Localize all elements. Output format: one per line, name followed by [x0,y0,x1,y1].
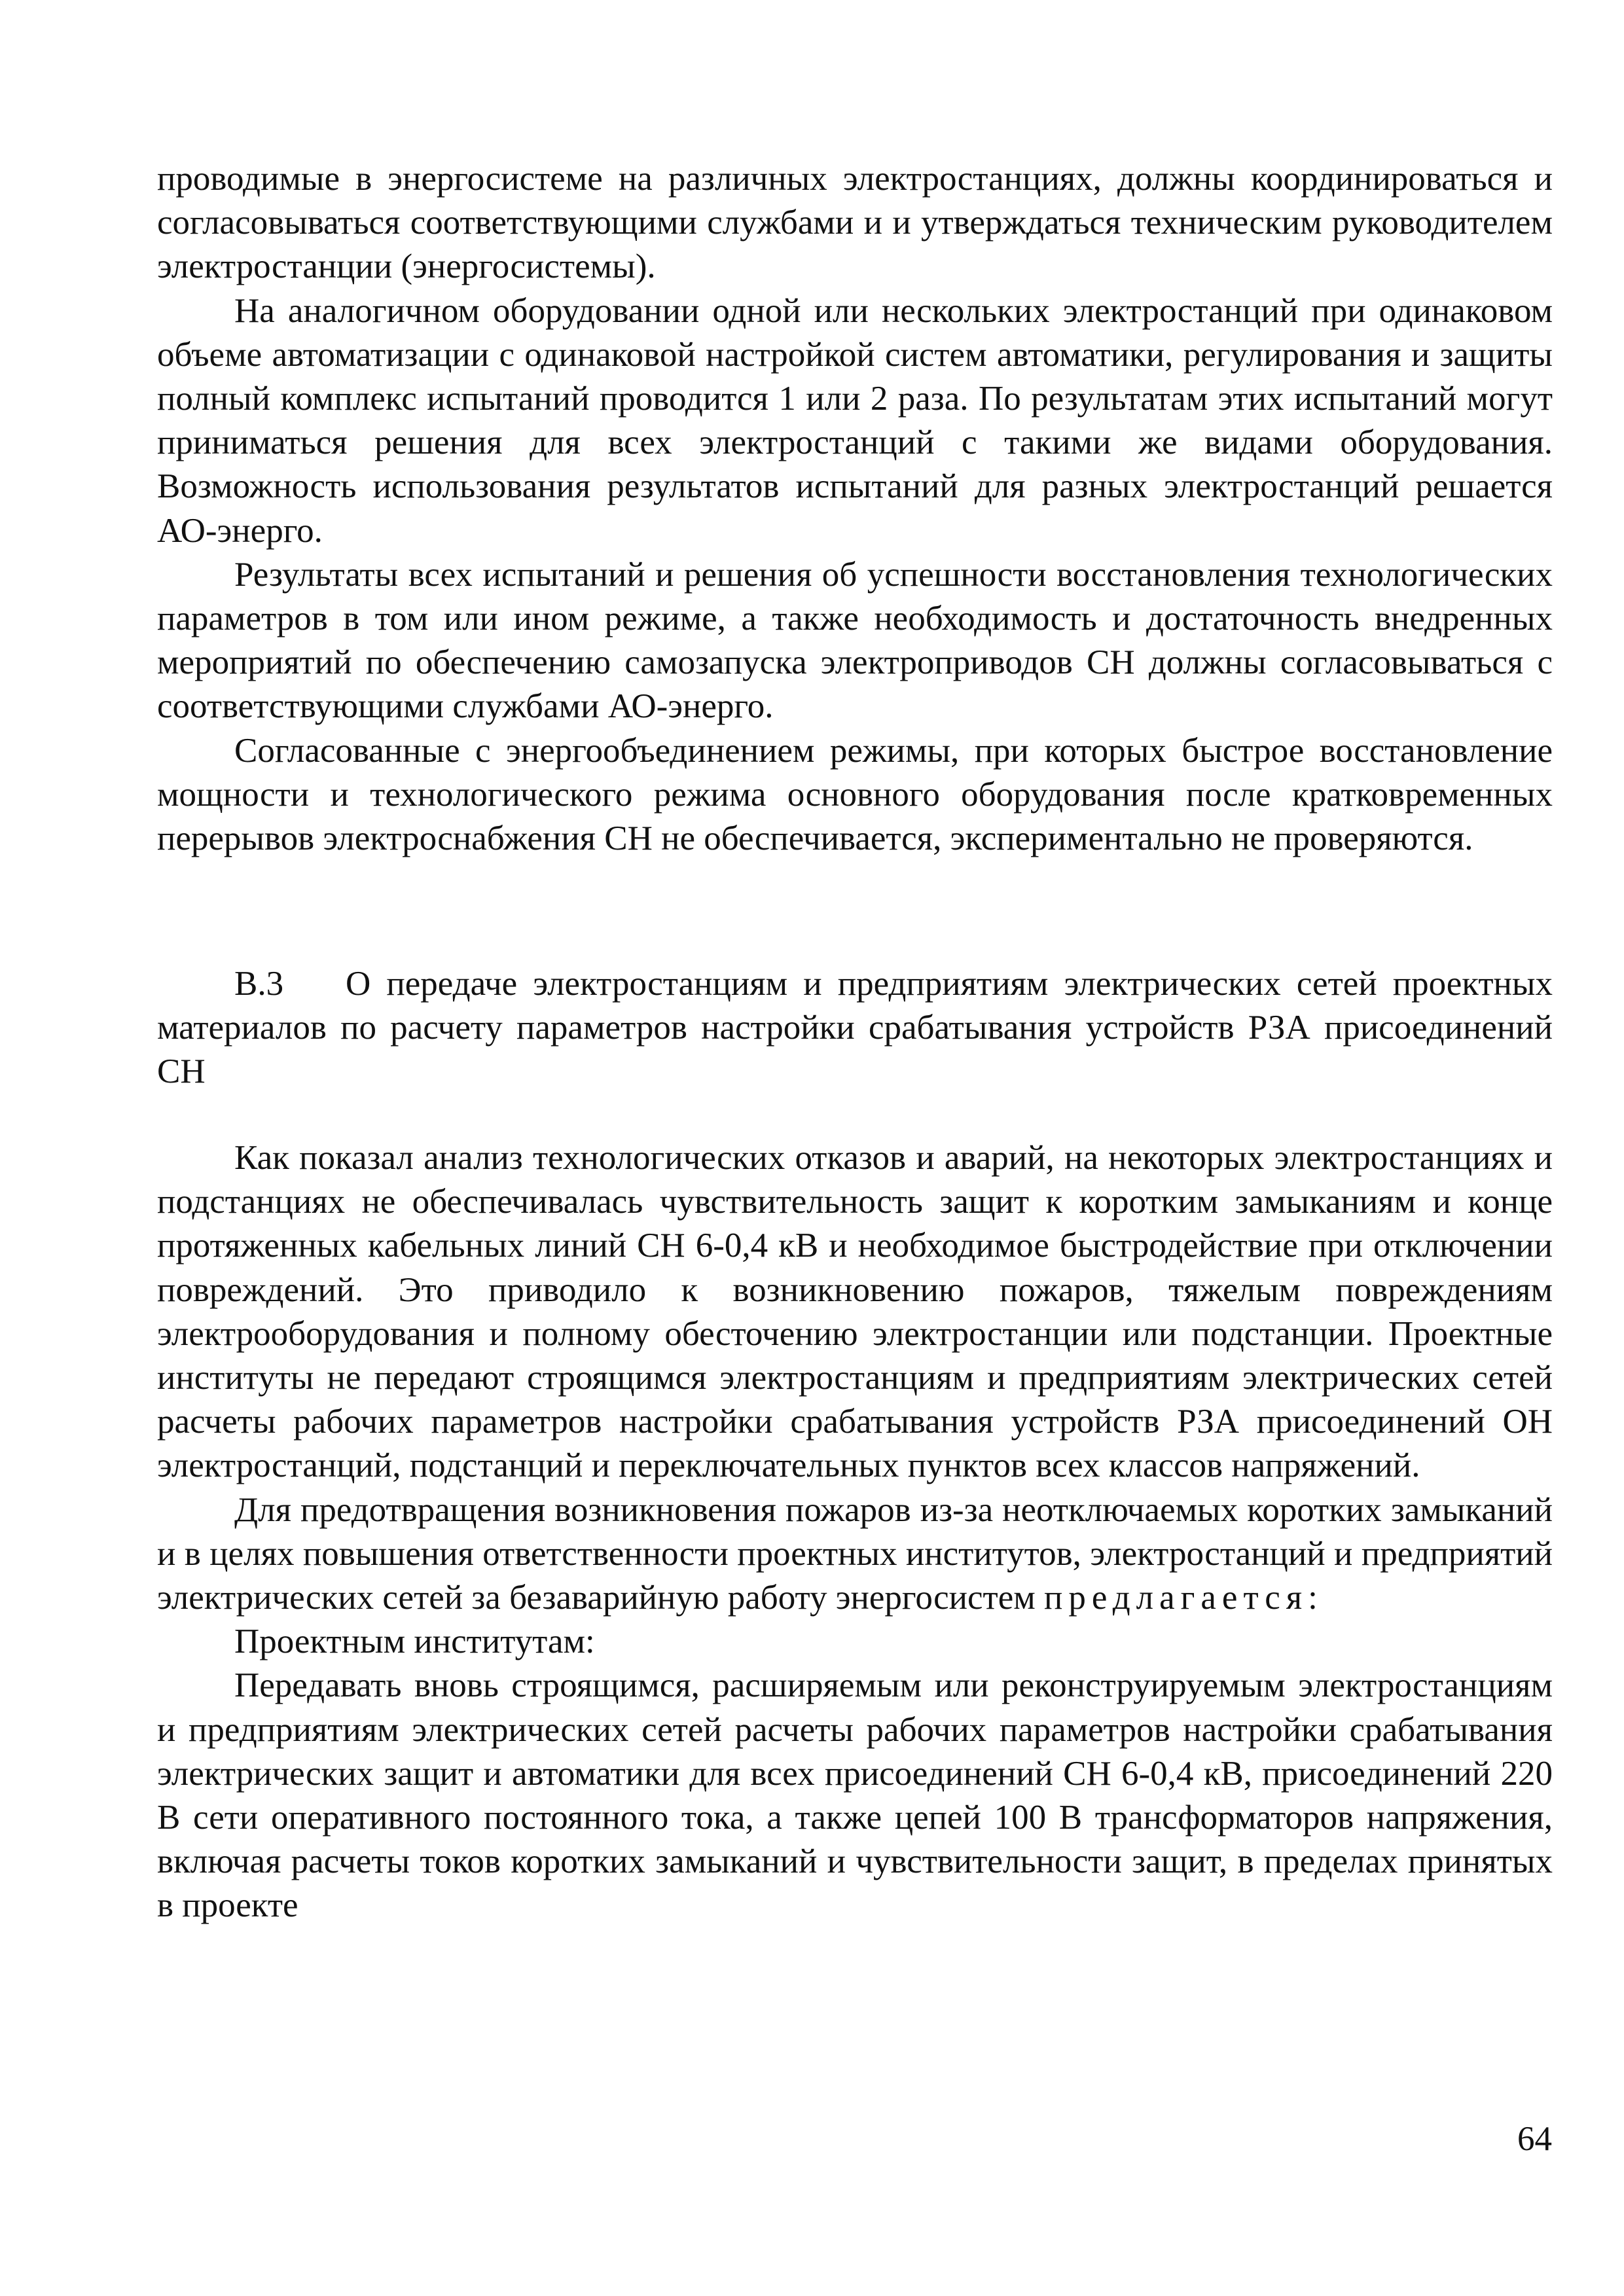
paragraph: Как показал анализ технологических отказов и аварий, на некоторых электростанциях и подстанциях не обеспечивалась чувствительность защит к коротким замыканиям и конце протяженных кабельных линий СН 6-0,4 кВ и необходимое быстродействие при отключении повреждений. Это приводило к возникновению пожаров, тяжелым повреждениям электрооборудования и полному обесточению электростанции или подстанции. Проектные институты не передают строящимся электростанциям и предприятиям электрических сетей расчеты рабочих параметров настройки срабатывания устройств РЗА присоединений ОН электростанций, подстанций и переключательных пунктов всех классов напряжений. [157,1139,1553,1485]
paragraph: Проектным институтам: [234,1623,595,1661]
paragraph: Передавать вновь строящимся, расширяемым или реконструируемым электростанциям и предприятиям электрических сетей расчеты рабочих параметров настройки срабатывания электрических защит и автоматики для всех присоединений СН 6-0,4 кВ, присоединений 220 В сети оперативного постоянного тока, а также цепей 100 В трансформаторов напряжения, включая расчеты токов коротких замыканий и чувствительности защит, в пределах принятых в проекте [157,1666,1553,1925]
section-number: В.3 [234,965,284,1003]
paragraph: Согласованные с энергообъединением режимы, при которых быстрое восстановление мощности и технологического режима основного оборудования после кратковременных перерывов электроснабжения СН не обеспечивается, экспериментально не проверяются. [157,731,1553,858]
section-title: О передаче электростанциям и предприятиям электрических сетей проектных материалов по расчету параметров настройки срабатывания устройств РЗА присоединений СН [157,965,1553,1091]
section-heading [157,962,1553,1094]
paragraph-proposal [157,1488,1553,1621]
page-number: 64 [1517,2120,1552,2158]
proposal-text: Для предотвращения возникновения пожаров из-за неотключаемых коротких замыканий и в целях повышения ответственности проектных институтов, электростанций и предприятий электрических сетей за безаварийную работу энергосистем [157,1490,1553,1617]
paragraph: На аналогичном оборудовании одной или нескольких электростанций при одинаковом объеме автоматизации с одинаковой настройкой систем автоматики, регулирования и защиты полный комплекс испытаний проводится 1 или 2 раза. По результатам этих испытаний могут приниматься решения для всех электростанций с такими же видами оборудования. Возможность использования результатов испытаний для разных электростанций решается АО-энерго. [157,291,1553,550]
proposal-spaced-word: предлагается [1044,1579,1308,1617]
paragraph-continued: проводимые в энергосистеме на различных электростанциях, должны координироваться и согласовываться соответствующими службами и и утверждаться техническим руководителем электростанции (энергосистемы). [157,160,1553,286]
paragraph: Результаты всех испытаний и решения об успешности восстановления технологических параметров в том или ином режиме, а также необходимость и достаточность внедренных мероприятий по обеспечению самозапуска электроприводов СН должны согласовываться с соответствующими службами АО-энерго. [157,555,1553,726]
text-block-bottom [157,1136,1553,1928]
text-block-top [157,157,1553,861]
section-heading-block [157,962,1553,1094]
proposal-colon: : [1308,1579,1318,1617]
